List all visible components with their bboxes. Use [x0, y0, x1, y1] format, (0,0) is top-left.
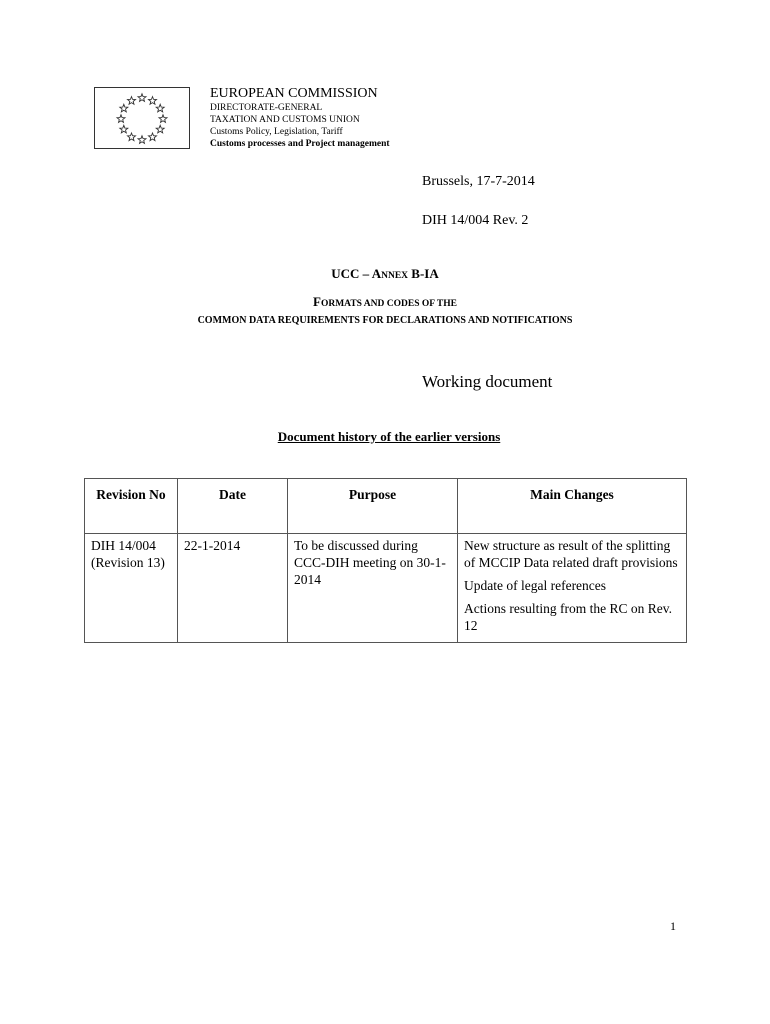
flag-star-icon — [120, 125, 128, 133]
flag-star-icon — [117, 115, 125, 123]
change-item: New structure as result of the splitting of MCCIP Data related draft provisions — [464, 538, 678, 570]
document-title — [0, 266, 770, 282]
table-header-row — [85, 479, 687, 534]
unit-name: Customs processes and Project management — [210, 139, 390, 149]
change-item: Update of legal references — [464, 578, 607, 593]
table-row — [85, 534, 687, 643]
cell-date: 22-1-2014 — [178, 534, 288, 643]
flag-star-icon — [159, 115, 167, 123]
column-header-purpose: Purpose — [288, 479, 458, 534]
eu-flag-logo — [94, 87, 190, 149]
column-header-date: Date — [178, 479, 288, 534]
flag-star-icon — [156, 104, 164, 112]
flag-star-icon — [138, 94, 146, 102]
title-suffix: B-IA — [408, 266, 439, 281]
history-table — [84, 478, 687, 643]
dg-line: DIRECTORATE-GENERAL — [210, 103, 323, 113]
subtitle-initial: F — [313, 294, 321, 309]
title-annex-rest: NNEX — [381, 271, 409, 281]
column-header-revision: Revision No — [85, 479, 178, 534]
document-subtitle — [0, 294, 770, 310]
cell-revision: DIH 14/004 (Revision 13) — [85, 534, 178, 643]
flag-star-icon — [156, 125, 164, 133]
letterhead — [210, 86, 390, 150]
page-number: 1 — [670, 919, 676, 933]
eu-flag-icon — [95, 88, 191, 150]
place-date: Brussels, 17-7-2014 — [422, 174, 535, 189]
subtitle-rest: ORMATS AND CODES OF THE — [320, 299, 457, 309]
organisation-name: EUROPEAN COMMISSION — [210, 86, 378, 101]
flag-star-icon — [149, 133, 157, 141]
cell-main-changes — [458, 534, 687, 643]
flag-star-icon — [120, 104, 128, 112]
flag-star-icon — [149, 97, 157, 105]
flag-star-icon — [138, 136, 146, 144]
dg-line: TAXATION AND CUSTOMS UNION — [210, 115, 360, 125]
flag-star-icon — [128, 133, 136, 141]
dg-line: Customs Policy, Legislation, Tariff — [210, 127, 343, 137]
title-prefix: UCC – — [331, 266, 372, 281]
document-status: Working document — [422, 372, 553, 391]
history-heading: Document history of the earlier versions — [277, 429, 501, 444]
cell-purpose: To be discussed during CCC-DIH meeting on 30-1-2014 — [288, 534, 458, 643]
flag-star-icon — [128, 97, 136, 105]
title-annex-initial: A — [371, 266, 382, 281]
document-subtitle-line2: COMMON DATA REQUIREMENTS FOR DECLARATIONS AND NOTIFICATIONS — [197, 315, 573, 326]
change-item: Actions resulting from the RC on Rev. 12 — [464, 601, 672, 633]
document-reference: DIH 14/004 Rev. 2 — [422, 213, 529, 228]
column-header-main-changes: Main Changes — [458, 479, 687, 534]
